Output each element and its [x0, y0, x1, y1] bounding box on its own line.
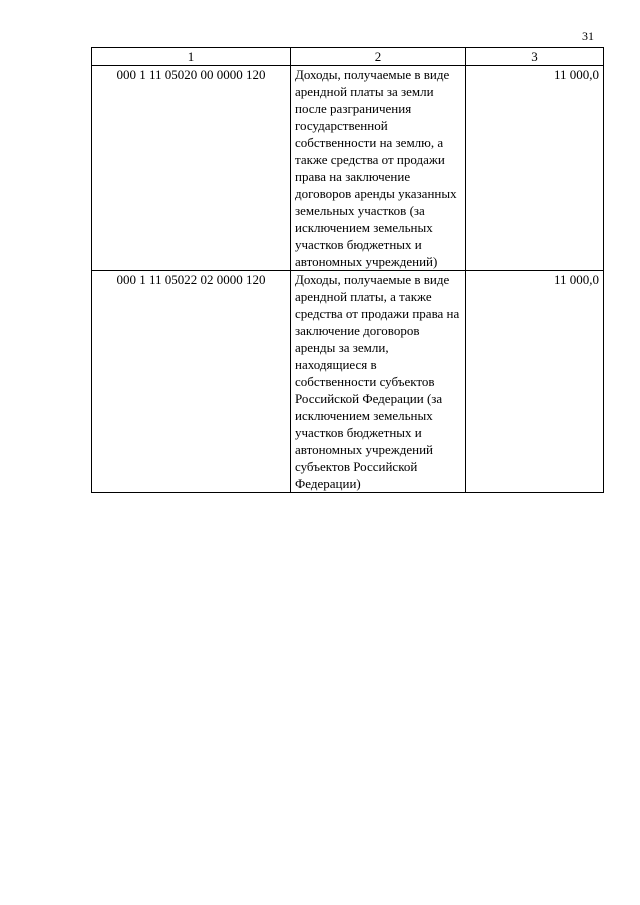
- table-header-row: [92, 48, 604, 66]
- revenue-amount: 11 000,0: [466, 66, 604, 271]
- table-row: [92, 66, 604, 271]
- revenue-table: [91, 47, 604, 493]
- column-header-3: 3: [466, 48, 604, 66]
- table-row: [92, 271, 604, 493]
- revenue-description: Доходы, получаемые в виде арендной платы за земли после разграничения государственной собственности на землю, а также средства от продажи права на заключение договоров аренды указанных земельных участков (за исключением земельных участков бюджетных и автономных учреждений): [291, 66, 466, 271]
- revenue-description: Доходы, получаемые в виде арендной платы, а также средства от продажи права на заключение договоров аренды за земли, находящиеся в собственности субъектов Российской Федерации (за исключением земельных участков бюджетных и автономных учреждений субъектов Российской Федерации): [291, 271, 466, 493]
- revenue-code: 000 1 11 05022 02 0000 120: [92, 271, 291, 493]
- page-number: 31: [582, 29, 594, 43]
- revenue-code: 000 1 11 05020 00 0000 120: [92, 66, 291, 271]
- column-header-2: 2: [291, 48, 466, 66]
- column-header-1: 1: [92, 48, 291, 66]
- revenue-amount: 11 000,0: [466, 271, 604, 493]
